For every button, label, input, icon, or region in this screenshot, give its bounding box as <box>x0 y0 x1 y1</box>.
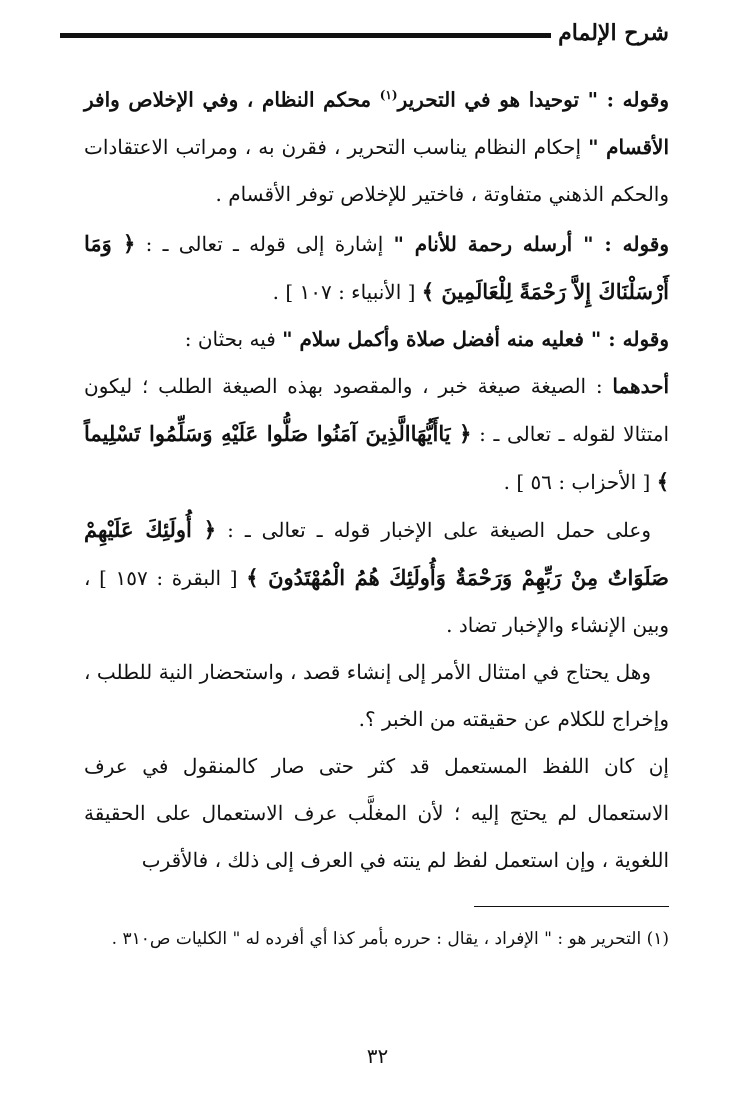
paragraph-tawhid <box>84 72 669 218</box>
running-header <box>60 18 669 58</box>
paragraph-lead: وقوله : " فعليه منه أفضل صلاة وأكمل سلام " <box>282 326 669 351</box>
paragraph-text: فيه بحثان : <box>184 326 283 351</box>
paragraph-text: : الصيغة صيغة خبر ، والمقصود بهذه الصيغة الطلب ؛ ليكون امتثالا لقوله ـ تعالى ـ : <box>84 373 670 446</box>
footnote-ref: (١) <box>379 88 398 102</box>
paragraph-lead: وقوله : " توحيدا هو في التحرير <box>397 87 670 112</box>
paragraph-text: وعلى حمل الصيغة على الإخبار قوله ـ تعالى ـ : <box>216 517 651 542</box>
verse-reference: [ البقرة : ١٥٧ ] ، وبين الإنشاء والإخبار تضاد . <box>84 565 669 637</box>
paragraph-text: إحكام النظام يناسب التحرير ، فقرن به ، ومراتب الاعتقادات والحكم الذهني متفاوتة ، فاختير للإخلاص توفر الأقسام . <box>84 134 669 206</box>
footnote: (١) التحرير هو : " الإفراد ، يقال : حرره بأمر كذا أي أفرده له " الكليات ص٣١٠ . <box>111 929 669 949</box>
paragraph-first-inquiry <box>84 363 669 506</box>
paragraph-lead-rest: محكم النظام ، وفي الإخلاص وافر الأقسام " <box>84 87 669 159</box>
paragraph-text: إن كان اللفظ المستعمل قد كثر حتى صار كالمنقول في عرف الاستعمال لم يحتج إليه ؛ لأن المغلَّب عرف الاستعمال على الحقيقة اللغوية ، وإن استعمل لفظ لم ينته في العرف إلى ذلك ، فالأقرب <box>84 753 669 872</box>
page-number: ٣٢ <box>366 1044 389 1068</box>
footnote-separator <box>474 906 669 907</box>
paragraph-text: وهل يحتاج في امتثال الأمر إلى إنشاء قصد ، واستحضار النية للطلب ، وإخراج للكلام عن حقيقته من الخبر ؟. <box>84 659 669 731</box>
paragraph-answer <box>84 743 669 884</box>
header-rule <box>60 33 551 38</box>
paragraph-text: إشارة إلى قوله ـ تعالى ـ : <box>135 231 394 256</box>
paragraph-lead: أحدهما <box>612 373 669 398</box>
quran-verse: ﴿ يَاأَيُّهَاالَّذِينَ آمَنُوا صَلُّوا عَلَيْهِ وَسَلِّمُوا تَسْلِيماً ﴾ <box>84 420 669 494</box>
quran-verse: ﴿ وَمَا أَرْسَلْنَاكَ إِلاَّ رَحْمَةً لِلْعَالَمِينَ ﴾ <box>84 230 669 304</box>
verse-reference: [ الأحزاب : ٥٦ ] . <box>503 469 657 494</box>
paragraph-salat <box>84 316 669 363</box>
quran-verse: ﴿ أُولَئِكَ عَلَيْهِمْ صَلَوَاتٌ مِنْ رَبِّهِمْ وَرَحْمَةٌ وَأُولَئِكَ هُمُ الْمُهْتَدُونَ ﴾ <box>84 516 669 590</box>
paragraph-lead: وقوله : " أرسله رحمة للأنام " <box>393 231 670 256</box>
header-title: شرح الإلمام <box>558 20 669 46</box>
paragraph-ikhbar <box>84 506 669 649</box>
main-text <box>84 72 669 884</box>
verse-reference: [ الأنبياء : ١٠٧ ] . <box>272 279 422 304</box>
paragraph-rahma <box>84 220 669 316</box>
paragraph-question <box>84 649 669 743</box>
